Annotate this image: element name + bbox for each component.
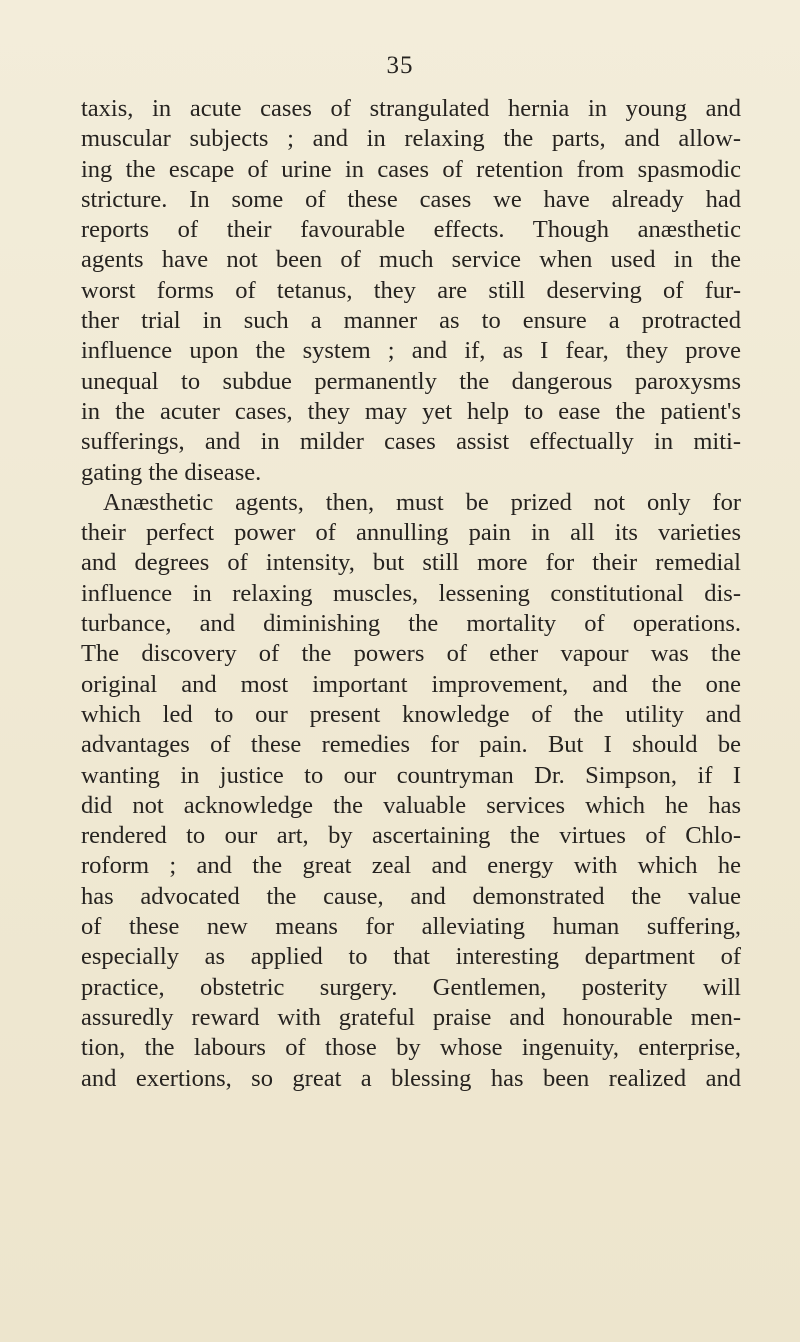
text-line: influence in relaxing muscles, lessening constitutional dis- [81, 579, 741, 607]
text-line: sufferings, and in milder cases assist effectually in miti- [81, 428, 741, 456]
text-line: advantages of these remedies for pain. But I should be [81, 731, 741, 759]
text-line: has advocated the cause, and demonstrated the value [81, 882, 741, 910]
text-line: taxis, in acute cases of strangulated hernia in young and [81, 95, 741, 122]
text-line: muscular subjects ; and in relaxing the parts, and allow- [81, 125, 741, 153]
text-line: The discovery of the powers of ether vapour was the [81, 640, 741, 668]
text-line: wanting in justice to our countryman Dr. Simpson, if I [81, 761, 741, 789]
paragraph-end-line: gating the disease. [81, 458, 262, 486]
body-text [81, 94, 741, 1094]
text-line: ther trial in such a manner as to ensure a protracted [81, 307, 741, 335]
text-line: which led to our present knowledge of the utility and [81, 700, 741, 728]
paragraph-start-line: Anæsthetic agents, then, must be prized not only for [103, 488, 741, 516]
text-line: rendered to our art, by ascertaining the virtues of Chlo- [81, 822, 741, 850]
text-line: unequal to subdue permanently the dangerous paroxysms [81, 367, 741, 395]
text-line: of these new means for alleviating human suffering, [81, 913, 741, 941]
text-line: agents have not been of much service when used in the [81, 246, 741, 274]
text-line: assuredly reward with grateful praise and honourable men- [81, 1003, 741, 1031]
text-line: did not acknowledge the valuable services which he has [81, 791, 741, 819]
text-line: and exertions, so great a blessing has been realized and [81, 1064, 741, 1092]
page-number: 35 [386, 52, 414, 79]
text-line: worst forms of tetanus, they are still deserving of fur- [81, 276, 741, 304]
text-line: practice, obstetric surgery. Gentlemen, posterity will [81, 973, 741, 1001]
text-line: tion, the labours of those by whose ingenuity, enterprise, [81, 1034, 741, 1062]
text-line: roform ; and the great zeal and energy with which he [81, 852, 741, 880]
text-line: original and most important improvement, and the one [81, 670, 741, 698]
text-line: in the acuter cases, they may yet help to ease the patient's [81, 397, 741, 425]
text-line: their perfect power of annulling pain in all its varieties [81, 519, 741, 547]
text-line: ing the escape of urine in cases of retention from spasmodic [81, 155, 741, 183]
text-line: and degrees of intensity, but still more for their remedial [81, 549, 741, 577]
text-line: stricture. In some of these cases we have already had [81, 185, 741, 213]
text-line: reports of their favourable effects. Though anæsthetic [81, 216, 741, 244]
text-line: influence upon the system ; and if, as I fear, they prove [81, 337, 741, 365]
text-line: especially as applied to that interesting department of [81, 943, 741, 971]
text-line: turbance, and diminishing the mortality of operations. [81, 610, 741, 638]
